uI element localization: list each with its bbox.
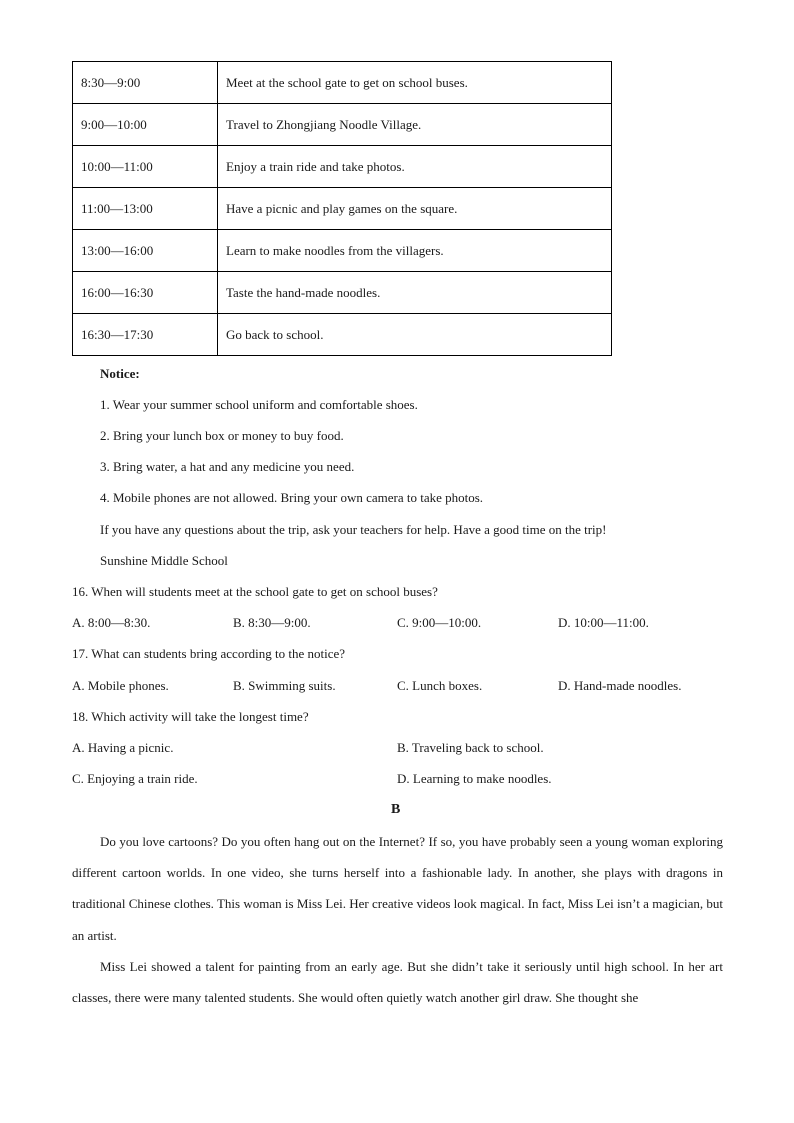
table-row <box>73 272 612 314</box>
passage-text: Do you love cartoons? Do you often hang out on the Internet? If so, you have probably seen a young woman exploring different cartoon worlds. In one video, she turns herself into a fashionable lady. In another, she plays with dragons in traditional Chinese clothes. This woman is Miss Lei. Her creative videos look magical. In fact, Miss Lei isn’t a magician, but an artist. <box>72 834 723 943</box>
time-cell: 16:30—17:30 <box>73 314 218 356</box>
schedule-table <box>72 61 612 356</box>
question-16-option-b: B. 8:30—9:00. <box>233 615 311 630</box>
notice-item: 1. Wear your summer school uniform and comfortable shoes. <box>100 397 418 412</box>
question-17-option-d: D. Hand-made noodles. <box>558 678 682 693</box>
time-cell: 13:00—16:00 <box>73 230 218 272</box>
question-18-option-b: B. Traveling back to school. <box>397 740 544 755</box>
question-17-stem: 17. What can students bring according to the notice? <box>72 646 346 661</box>
question-17-option-b: B. Swimming suits. <box>233 678 336 693</box>
activity-cell: Travel to Zhongjiang Noodle Village. <box>218 104 612 146</box>
question-17-option-a: A. Mobile phones. <box>72 678 169 693</box>
activity-cell: Go back to school. <box>218 314 612 356</box>
time-cell: 10:00—11:00 <box>73 146 218 188</box>
table-row <box>73 230 612 272</box>
table-row <box>73 314 612 356</box>
time-cell: 8:30—9:00 <box>73 62 218 104</box>
table-row <box>73 62 612 104</box>
notice-signature: Sunshine Middle School <box>100 553 228 568</box>
question-18-stem: 18. Which activity will take the longest time? <box>72 709 309 724</box>
time-cell: 9:00—10:00 <box>73 104 218 146</box>
notice-closing: If you have any questions about the trip, ask your teachers for help. Have a good time on the trip! <box>100 522 607 537</box>
passage-paragraph <box>72 826 723 951</box>
notice-item: 3. Bring water, a hat and any medicine you need. <box>100 459 355 474</box>
activity-cell: Have a picnic and play games on the square. <box>218 188 612 230</box>
activity-cell: Enjoy a train ride and take photos. <box>218 146 612 188</box>
time-cell: 11:00—13:00 <box>73 188 218 230</box>
notice-item: 2. Bring your lunch box or money to buy food. <box>100 428 344 443</box>
table-row <box>73 146 612 188</box>
activity-cell: Learn to make noodles from the villagers. <box>218 230 612 272</box>
question-16-option-a: A. 8:00—8:30. <box>72 615 151 630</box>
question-18-option-d: D. Learning to make noodles. <box>397 771 552 786</box>
question-16-option-c: C. 9:00—10:00. <box>397 615 482 630</box>
notice-title: Notice: <box>100 366 140 381</box>
section-heading: B <box>391 802 401 817</box>
passage-paragraph <box>72 951 723 1013</box>
question-16-option-d: D. 10:00—11:00. <box>558 615 649 630</box>
notice-item: 4. Mobile phones are not allowed. Bring your own camera to take photos. <box>100 490 484 505</box>
activity-cell: Taste the hand-made noodles. <box>218 272 612 314</box>
table-row <box>73 104 612 146</box>
passage-text: Miss Lei showed a talent for painting from an early age. But she didn’t take it seriously until high school. In her art classes, there were many talented students. She would often quietly watch another girl draw. She thought she <box>72 959 723 1006</box>
question-17-option-c: C. Lunch boxes. <box>397 678 483 693</box>
question-16-stem: 16. When will students meet at the school gate to get on school buses? <box>72 584 438 599</box>
activity-cell: Meet at the school gate to get on school buses. <box>218 62 612 104</box>
time-cell: 16:00—16:30 <box>73 272 218 314</box>
table-row <box>73 188 612 230</box>
question-18-option-a: A. Having a picnic. <box>72 740 174 755</box>
question-18-option-c: C. Enjoying a train ride. <box>72 771 198 786</box>
